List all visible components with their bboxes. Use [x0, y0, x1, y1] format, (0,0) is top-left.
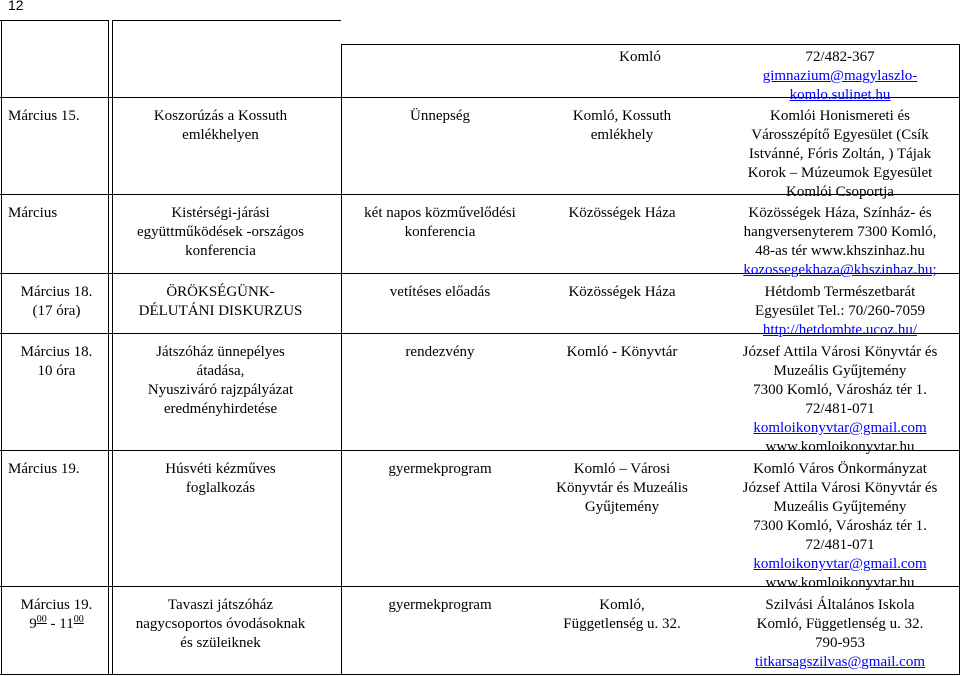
- organizer-cell: [720, 48, 960, 105]
- organizer-line: 7300 Komló, Városház tér 1.: [753, 382, 927, 398]
- organizer-line: Muzeális Gyűjtemény: [773, 363, 907, 379]
- organizer-line: Közösségek Háza, Színház- és: [748, 205, 932, 221]
- place-line: emlékhely: [590, 127, 654, 143]
- date-cell: Március: [8, 205, 58, 221]
- event-line: nagycsoportos óvodásoknak: [135, 616, 306, 632]
- organizer-line: hangversenyterem 7300 Komló,: [743, 224, 937, 240]
- organizer-line: 72/481-071: [805, 401, 875, 417]
- organizer-line: Komló, Függetlenség u. 32.: [756, 616, 924, 632]
- place-line: Gyűjtemény: [584, 499, 660, 515]
- place-cell: [522, 107, 722, 145]
- organizer-line: Korok – Múzeumok Egyesület: [747, 165, 933, 181]
- place-cell: Közösségek Háza: [568, 284, 676, 300]
- organizer-cell: [720, 596, 960, 672]
- organizer-line: Hétdomb Természetbarát: [764, 284, 916, 300]
- event-line: DÉLUTÁNI DISKURZUS: [138, 303, 303, 319]
- organizer-line: 72/481-071: [805, 537, 875, 553]
- place-cell: Komló: [619, 49, 661, 65]
- email-link[interactable]: titkarsagszilvas@gmail.com: [754, 654, 926, 670]
- page-number: 12: [8, 0, 24, 13]
- organizer-cell: [720, 460, 960, 593]
- date-line: 10 óra: [37, 363, 76, 379]
- organizer-line: 72/482-367: [805, 49, 875, 65]
- website-text: www.komloikonyvtar.hu: [765, 575, 915, 591]
- date-line: Március 18.: [20, 284, 93, 300]
- event-line: Nyusziváró rajzpályázat: [147, 382, 294, 398]
- organizer-cell: [720, 107, 960, 202]
- table-vertical-rule: [1, 20, 2, 674]
- place-cell: Komló - Könyvtár: [566, 344, 678, 360]
- email-link[interactable]: gimnazium@magylaszlo-: [762, 68, 918, 84]
- event-cell: [108, 596, 333, 653]
- email-link[interactable]: kozossegekhaza@khszinhaz.hu;: [743, 262, 937, 278]
- date-cell: [4, 596, 109, 634]
- event-line: Játszóház ünnepélyes: [156, 344, 285, 360]
- organizer-cell: [720, 204, 960, 280]
- event-cell: [108, 283, 333, 321]
- event-line: ÖRÖKSÉGÜNK-: [166, 284, 275, 300]
- event-line: átadása,: [196, 363, 245, 379]
- organizer-line: Komlói Honismereti és: [770, 108, 910, 124]
- type-cell: [340, 204, 540, 242]
- date-line: Március 18.: [20, 344, 93, 360]
- place-line: Komló – Városi: [573, 461, 671, 477]
- event-line: együttműködések -országos: [136, 224, 305, 240]
- organizer-line: Muzeális Gyűjtemény: [773, 499, 907, 515]
- event-line: és szüleiknek: [180, 635, 261, 651]
- organizer-cell: [720, 283, 960, 340]
- type-line: konferencia: [404, 224, 476, 240]
- place-cell: Közösségek Háza: [568, 205, 676, 221]
- place-line: Függetlenség u. 32.: [563, 616, 681, 632]
- event-line: foglalkozás: [185, 480, 256, 496]
- organizer-line: 790-953: [815, 635, 865, 651]
- event-cell: [108, 460, 333, 498]
- date-cell: [4, 283, 109, 321]
- event-line: Kistérségi-járási: [171, 205, 270, 221]
- event-line: Koszorúzás a Kossuth: [153, 108, 288, 124]
- event-cell: [108, 107, 333, 145]
- type-cell: vetítéses előadás: [389, 284, 491, 300]
- table-horizontal-rule: [341, 44, 960, 45]
- date-line: (17 óra): [32, 303, 81, 319]
- organizer-line: József Attila Városi Könyvtár és: [742, 480, 938, 496]
- time-line: $9^{00} - 11^{00}$: [29, 614, 84, 632]
- organizer-line: Városszépítő Egyesület (Csík: [751, 127, 929, 143]
- organizer-line: Komlói Csoportja: [786, 184, 894, 200]
- date-cell: Március 19.: [8, 461, 80, 477]
- event-cell: [108, 343, 333, 419]
- place-cell: [522, 460, 722, 517]
- date-line: Március 19.: [20, 597, 93, 613]
- type-cell: gyermekprogram: [388, 597, 492, 613]
- event-line: Tavaszi játszóház: [167, 597, 274, 613]
- table-horizontal-rule: [0, 674, 960, 675]
- type-cell: rendezvény: [405, 344, 475, 360]
- organizer-line: 48-as tér www.khszinhaz.hu: [755, 243, 925, 259]
- date-cell: [4, 343, 109, 381]
- type-cell: Ünnepség: [410, 108, 470, 124]
- event-line: konferencia: [185, 243, 256, 259]
- organizer-line: Istvánné, Fóris Zoltán, ) Tájak: [748, 146, 932, 162]
- website-text: www.komloikonyvtar.hu: [765, 439, 915, 455]
- table-horizontal-rule: [0, 20, 108, 21]
- website-link[interactable]: http://hetdombte.ucoz.hu/: [762, 322, 918, 338]
- place-line: Komló, Kossuth: [572, 108, 672, 124]
- email-link[interactable]: komloikonyvtar@gmail.com: [753, 556, 927, 572]
- date-cell: Március 15.: [8, 108, 80, 124]
- event-cell: [108, 204, 333, 261]
- type-cell: gyermekprogram: [388, 461, 492, 477]
- organizer-line: Komló Város Önkormányzat: [753, 461, 927, 477]
- place-line: Komló,: [599, 597, 645, 613]
- email-link[interactable]: komloikonyvtar@gmail.com: [753, 420, 927, 436]
- event-line: emlékhelyen: [182, 127, 259, 143]
- organizer-line: Egyesület Tel.: 70/260-7059: [755, 303, 925, 319]
- event-line: eredményhirdetése: [163, 401, 278, 417]
- type-line: két napos közművelődési: [364, 205, 516, 221]
- organizer-line: 7300 Komló, Városház tér 1.: [753, 518, 927, 534]
- event-line: Húsvéti kézműves: [165, 461, 276, 477]
- table-horizontal-rule: [112, 20, 341, 21]
- place-cell: [522, 596, 722, 634]
- organizer-cell: [720, 343, 960, 457]
- email-link[interactable]: komlo.sulinet.hu: [789, 87, 891, 103]
- organizer-line: Szilvási Általános Iskola: [765, 597, 915, 613]
- place-line: Könyvtár és Muzeális: [556, 480, 688, 496]
- organizer-line: József Attila Városi Könyvtár és: [742, 344, 938, 360]
